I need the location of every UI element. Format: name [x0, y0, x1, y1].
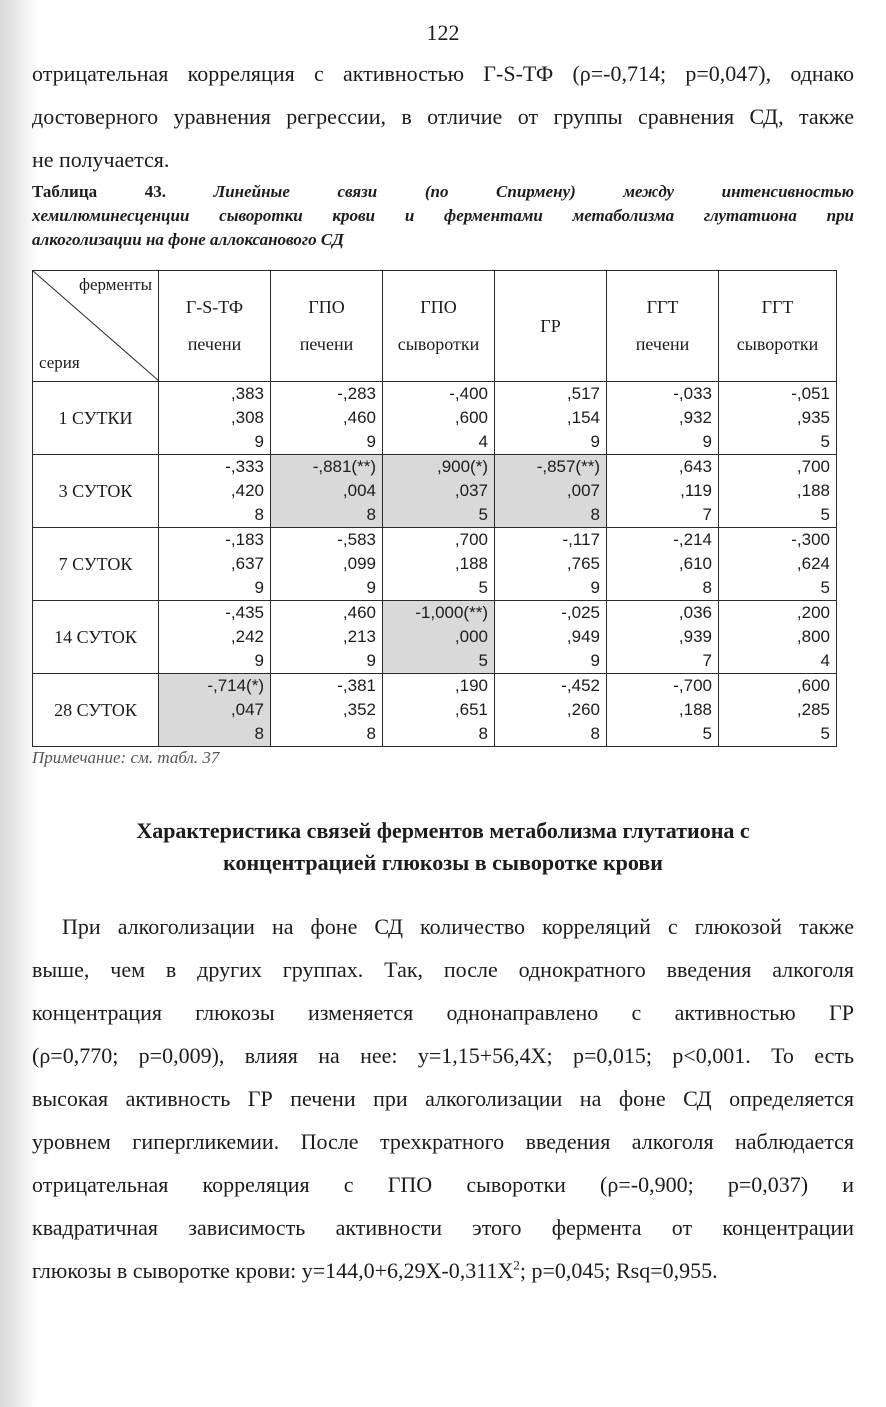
table-cell: [383, 674, 495, 747]
cell-value: ,000: [454, 627, 488, 646]
cell-value: ,190: [454, 676, 488, 695]
cell-value: -,183: [225, 530, 264, 549]
table-cell: [271, 455, 383, 528]
table-cell: [271, 674, 383, 747]
table-cell: [383, 455, 495, 528]
table-cell: [495, 674, 607, 747]
cell-value: 9: [590, 651, 600, 670]
text-line: высокая активность ГР печени при алкоголизации на фоне СД определяется: [32, 1086, 854, 1111]
cell-value: 8: [366, 724, 376, 743]
row-label: 28 СУТОК: [33, 674, 159, 747]
cell-value: ,188: [796, 481, 830, 500]
cell-value: ,308: [230, 408, 264, 427]
cell-value: ,037: [454, 481, 488, 500]
cell-value: -,283: [337, 384, 376, 403]
cell-value: ,935: [796, 408, 830, 427]
cell-value: 9: [254, 651, 264, 670]
cell-value: 7: [702, 651, 712, 670]
cell-value: -,033: [673, 384, 712, 403]
text-line: отрицательная корреляция с ГПО сыворотки (ρ=-0,900; p=0,037) и: [32, 1172, 854, 1197]
cell-value: ,460: [342, 603, 376, 622]
intro-paragraph: [32, 52, 854, 181]
cell-value: ,460: [342, 408, 376, 427]
cell-value: 5: [478, 505, 488, 524]
cell-value: 9: [590, 578, 600, 597]
cell-value: -,051: [791, 384, 830, 403]
corner-header: [33, 271, 159, 382]
cell-value: ,285: [796, 700, 830, 719]
table-row: [33, 455, 837, 528]
table-cell: [495, 528, 607, 601]
cell-value: ,383: [230, 384, 264, 403]
corner-top-label: ферменты: [78, 275, 152, 294]
cell-value: 5: [702, 724, 712, 743]
table-cell: [719, 528, 837, 601]
cell-value: 9: [366, 651, 376, 670]
caption-label: Таблица 43.: [32, 182, 166, 201]
cell-value: 4: [820, 651, 830, 670]
corner-bottom-label: серия: [39, 353, 80, 372]
caption-title: Линейные связи (по Спирмену) между интенсивностью: [213, 182, 855, 201]
cell-value: -,025: [561, 603, 600, 622]
cell-value: ,099: [342, 554, 376, 573]
cell-value: ,800: [796, 627, 830, 646]
cell-value: -,214: [673, 530, 712, 549]
cell-value: ,643: [678, 457, 712, 476]
cell-value: ,900(*): [436, 457, 488, 476]
cell-value: 9: [254, 432, 264, 451]
cell-value: -,333: [225, 457, 264, 476]
heading-line: концентрацией глюкозы в сыворотке крови: [223, 850, 663, 875]
table-body: [33, 382, 837, 747]
cell-value: 8: [478, 724, 488, 743]
caption-line: хемилюминесценции сыворотки крови и ферментами метаболизма глутатиона при: [32, 206, 854, 225]
text-line: уровнем гипергликемии. После трехкратного введения алкоголя наблюдается: [32, 1129, 854, 1154]
cell-value: 5: [820, 724, 830, 743]
cell-value: ,600: [796, 676, 830, 695]
table-note: Примечание: см. табл. 37: [32, 748, 220, 767]
page-number: 122: [426, 20, 460, 45]
column-header: ГГТ сыворотки: [719, 271, 837, 382]
cell-value: ,700: [454, 530, 488, 549]
cell-value: ,700: [796, 457, 830, 476]
cell-value: -,583: [337, 530, 376, 549]
cell-value: 9: [254, 578, 264, 597]
cell-value: ,765: [566, 554, 600, 573]
column-header: ГР: [495, 271, 607, 382]
table-cell: [607, 601, 719, 674]
row-label: 14 СУТОК: [33, 601, 159, 674]
cell-value: -,381: [337, 676, 376, 695]
text-line: не получается.: [32, 147, 170, 172]
cell-value: ,420: [230, 481, 264, 500]
heading-line: Характеристика связей ферментов метаболизма глутатиона с: [136, 818, 750, 843]
superscript: 2: [513, 1257, 520, 1273]
cell-value: ,119: [680, 481, 712, 500]
cell-value: -,435: [225, 603, 264, 622]
cell-value: ,651: [454, 700, 488, 719]
text-line: глюкозы в сыворотке крови: $y=144,0+6,29X-0,311X^2$; p=0,045; Rsq=0,955.: [32, 1257, 718, 1283]
table-cell: [159, 382, 271, 455]
cell-value: ,939: [678, 627, 712, 646]
cell-value: 8: [590, 505, 600, 524]
table-cell: [607, 528, 719, 601]
cell-value: 9: [366, 432, 376, 451]
table-cell: [159, 455, 271, 528]
cell-value: ,047: [230, 700, 264, 719]
table-row: [33, 528, 837, 601]
table-row: [33, 382, 837, 455]
body-paragraph: [32, 905, 854, 1292]
cell-value: 9: [366, 578, 376, 597]
cell-value: ,154: [566, 408, 600, 427]
table-cell: [495, 601, 607, 674]
column-header: ГПО сыворотки: [383, 271, 495, 382]
cell-value: ,188: [454, 554, 488, 573]
table-cell: [607, 382, 719, 455]
cell-value: ,949: [566, 627, 600, 646]
cell-value: -,700: [673, 676, 712, 695]
table-cell: [719, 601, 837, 674]
cell-value: 4: [478, 432, 488, 451]
cell-value: 5: [820, 432, 830, 451]
text-line: При алкоголизации на фоне СД количество корреляций с глюкозой также: [62, 914, 854, 939]
table-row: [33, 601, 837, 674]
cell-value: ,932: [678, 408, 712, 427]
cell-value: -,400: [449, 384, 488, 403]
text-line: квадратичная зависимость активности этого фермента от концентрации: [32, 1215, 854, 1240]
correlation-table: [32, 270, 837, 747]
table-cell: [719, 382, 837, 455]
row-label: 1 СУТКИ: [33, 382, 159, 455]
table-cell: [607, 674, 719, 747]
cell-value: -,857(**): [536, 457, 600, 476]
table-cell: [271, 528, 383, 601]
cell-value: 5: [478, 578, 488, 597]
table-cell: [159, 528, 271, 601]
cell-value: ,004: [342, 481, 376, 500]
table-row: [33, 674, 837, 747]
cell-value: -,881(**): [312, 457, 376, 476]
cell-value: 5: [820, 578, 830, 597]
text-line: концентрация глюкозы изменяется однонаправлено с активностью ГР: [32, 1000, 854, 1025]
cell-value: 8: [254, 724, 264, 743]
cell-value: ,036: [678, 603, 712, 622]
column-header: ГПО печени: [271, 271, 383, 382]
cell-value: 8: [254, 505, 264, 524]
cell-value: 8: [702, 578, 712, 597]
table-cell: [495, 455, 607, 528]
cell-value: -,117: [562, 530, 600, 549]
cell-value: 8: [366, 505, 376, 524]
cell-value: -,714(*): [207, 676, 264, 695]
column-header: ГГТ печени: [607, 271, 719, 382]
cell-value: ,352: [342, 700, 376, 719]
cell-value: ,200: [796, 603, 830, 622]
cell-value: ,188: [678, 700, 712, 719]
table-cell: [383, 382, 495, 455]
cell-value: ,260: [566, 700, 600, 719]
column-header: Г-S-ТФ печени: [159, 271, 271, 382]
text-line: выше, чем в других группах. Так, после однократного введения алкоголя: [32, 957, 854, 982]
text-line: достоверного уравнения регрессии, в отличие от группы сравнения СД, также: [32, 104, 854, 129]
cell-value: 5: [820, 505, 830, 524]
table-cell: [383, 601, 495, 674]
table-header-row: [33, 271, 837, 382]
cell-value: 8: [590, 724, 600, 743]
cell-value: ,610: [678, 554, 712, 573]
table-cell: [719, 455, 837, 528]
table-cell: [159, 674, 271, 747]
cell-value: ,600: [454, 408, 488, 427]
cell-value: ,007: [566, 481, 600, 500]
table-cell: [383, 528, 495, 601]
cell-value: 7: [702, 505, 712, 524]
table-cell: [271, 382, 383, 455]
cell-value: -,452: [561, 676, 600, 695]
text-line: отрицательная корреляция с активностью Г-S-ТФ (ρ=-0,714; p=0,047), однако: [32, 61, 854, 86]
row-label: 7 СУТОК: [33, 528, 159, 601]
caption-line: алкоголизации на фоне аллоксанового СД: [32, 230, 344, 249]
cell-value: ,242: [230, 627, 264, 646]
table-cell: [719, 674, 837, 747]
cell-value: ,637: [230, 554, 264, 573]
cell-value: ,517: [566, 384, 600, 403]
cell-value: ,213: [342, 627, 376, 646]
cell-value: 5: [478, 651, 488, 670]
cell-value: ,624: [796, 554, 830, 573]
table-cell: [271, 601, 383, 674]
row-label: 3 СУТОК: [33, 455, 159, 528]
cell-value: 9: [590, 432, 600, 451]
table-caption: [32, 180, 854, 252]
cell-value: 9: [702, 432, 712, 451]
table-cell: [159, 601, 271, 674]
table-cell: [495, 382, 607, 455]
table-cell: [607, 455, 719, 528]
cell-value: -,300: [791, 530, 830, 549]
cell-value: -1,000(**): [415, 603, 488, 622]
section-heading: [32, 815, 854, 879]
text-line: (ρ=0,770; p=0,009), влияя на нее: y=1,15+56,4X; p=0,015; p<0,001. То есть: [32, 1043, 854, 1068]
caption-line: [32, 180, 854, 204]
